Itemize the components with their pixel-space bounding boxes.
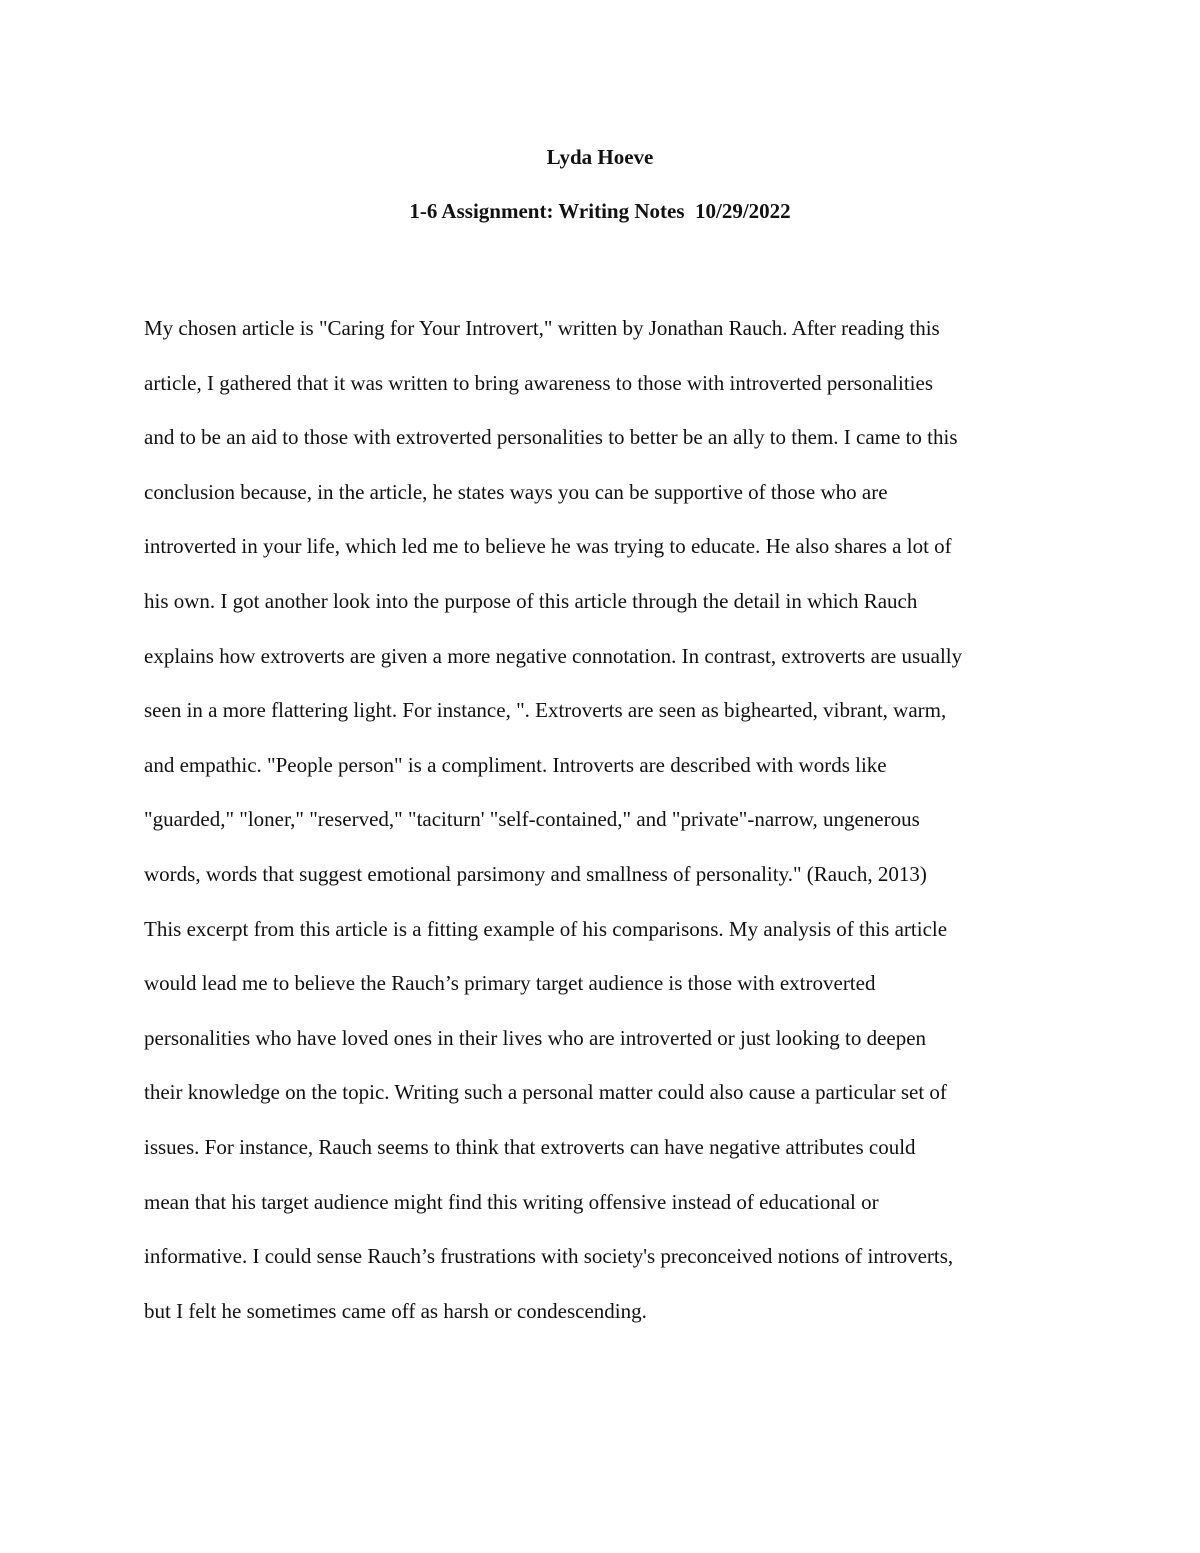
assignment-title: 1-6 Assignment: Writing Notes 10/29/2022 — [409, 199, 791, 223]
essay-line: his own. I got another look into the purpose of this article through the detail in which Rauch — [144, 588, 918, 613]
essay-line: introverted in your life, which led me to believe he was trying to educate. He also shares a lot of — [144, 534, 952, 559]
essay-line: and empathic. "People person" is a compliment. Introverts are described with words like — [144, 752, 887, 777]
author-name: Lyda Hoeve — [546, 145, 654, 169]
essay-line: and to be an aid to those with extroverted personalities to better be an ally to them. I came to this — [144, 425, 958, 450]
essay-line: article, I gathered that it was written to bring awareness to those with introverted personalities — [144, 370, 934, 395]
essay-line: their knowledge on the topic. Writing such a personal matter could also cause a particular set of — [144, 1080, 947, 1105]
essay-line: but I felt he sometimes came off as harsh or condescending. — [144, 1298, 647, 1323]
essay-line: "guarded," "loner," "reserved," "taciturn' "self-contained," and "private"-narrow, ungenerous — [144, 807, 920, 832]
essay-line: would lead me to believe the Rauch’s primary target audience is those with extroverted — [144, 971, 876, 996]
essay-line: personalities who have loved ones in their lives who are introverted or just looking to deepen — [144, 1025, 927, 1050]
essay-line: explains how extroverts are given a more negative connotation. In contrast, extroverts are usually — [144, 643, 963, 668]
essay-line: words, words that suggest emotional parsimony and smallness of personality." (Rauch, 2013) — [144, 861, 927, 886]
essay-line: mean that his target audience might find this writing offensive instead of educational or — [144, 1189, 879, 1214]
essay-line: This excerpt from this article is a fitting example of his comparisons. My analysis of this article — [144, 916, 948, 941]
essay-line: issues. For instance, Rauch seems to think that extroverts can have negative attributes could — [144, 1134, 916, 1159]
essay-line: conclusion because, in the article, he states ways you can be supportive of those who are — [144, 479, 888, 504]
essay-body — [144, 301, 1064, 1338]
essay-line: informative. I could sense Rauch’s frustrations with society's preconceived notions of introverts, — [144, 1244, 954, 1269]
essay-line: seen in a more flattering light. For instance, ". Extroverts are seen as bighearted, vibrant, warm, — [144, 698, 947, 723]
essay-line: My chosen article is "Caring for Your Introvert," written by Jonathan Rauch. After reading this — [144, 316, 940, 340]
